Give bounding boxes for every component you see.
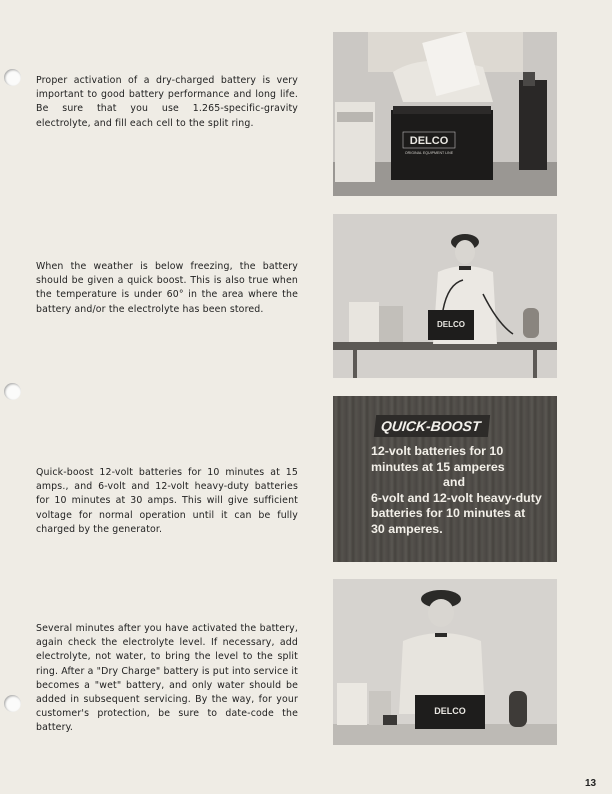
quick-boost-line-3: and bbox=[443, 475, 466, 490]
photo-checking-electrolyte bbox=[333, 579, 557, 745]
battery-line-label: ORIGINAL EQUIPMENT LINE bbox=[404, 151, 454, 155]
page-number: 13 bbox=[585, 778, 597, 789]
quick-boost-line-5: batteries for 10 minutes at bbox=[371, 506, 526, 521]
quick-boost-heading: QUICK-BOOST bbox=[374, 415, 490, 437]
binder-hole-bottom bbox=[4, 695, 21, 712]
paragraph-quick-boost: Quick-boost 12-volt batteries for 10 minutes at 15 amps., and 6-volt and 12-volt heavy-duty batteries for 10 minutes at 30 amps. This will give sufficient voltage for normal operation until it can be fully charged by the generator. bbox=[36, 467, 298, 535]
quick-boost-line-1: 12-volt batteries for 10 bbox=[371, 444, 504, 458]
paragraph-freezing: When the weather is below freezing, the battery should be given a quick boost. This is also true when the temperature is under 60° in the area where the battery and/or the electrolyte has been stored. bbox=[36, 261, 298, 315]
battery-brand-label-2: DELCO bbox=[437, 320, 465, 329]
photo-filling-battery bbox=[333, 32, 557, 196]
photo-attendant-charging bbox=[333, 214, 557, 378]
battery-brand-label-3: DELCO bbox=[434, 706, 466, 716]
quick-boost-line-6: 30 amperes. bbox=[371, 521, 443, 536]
quick-boost-line-2: minutes at 15 amperes bbox=[371, 459, 505, 474]
binder-hole-middle bbox=[4, 383, 21, 400]
quick-boost-card bbox=[333, 396, 557, 562]
paragraph-electrolyte-level: Several minutes after you have activated the battery, again check the electrolyte level. If necessary, add electrolyte, not water, to bring the level to the split ring. After a "Dry Charge" battery is put into service it becomes a "wet" battery, and only water should be added in subsequent servicing. By the way, for your customer's protection, be sure to date-code the battery. bbox=[36, 623, 298, 734]
paragraph-activation: Proper activation of a dry-charged battery is very important to good battery performance and long life. Be sure that you use 1.265-specific-gravity electrolyte, and fill each cell to the split ring. bbox=[36, 75, 298, 129]
quick-boost-instructions bbox=[371, 444, 551, 538]
quick-boost-line-4: 6-volt and 12-volt heavy-duty bbox=[371, 490, 542, 505]
binder-hole-top bbox=[4, 69, 21, 86]
battery-brand-label: DELCO bbox=[409, 135, 449, 147]
